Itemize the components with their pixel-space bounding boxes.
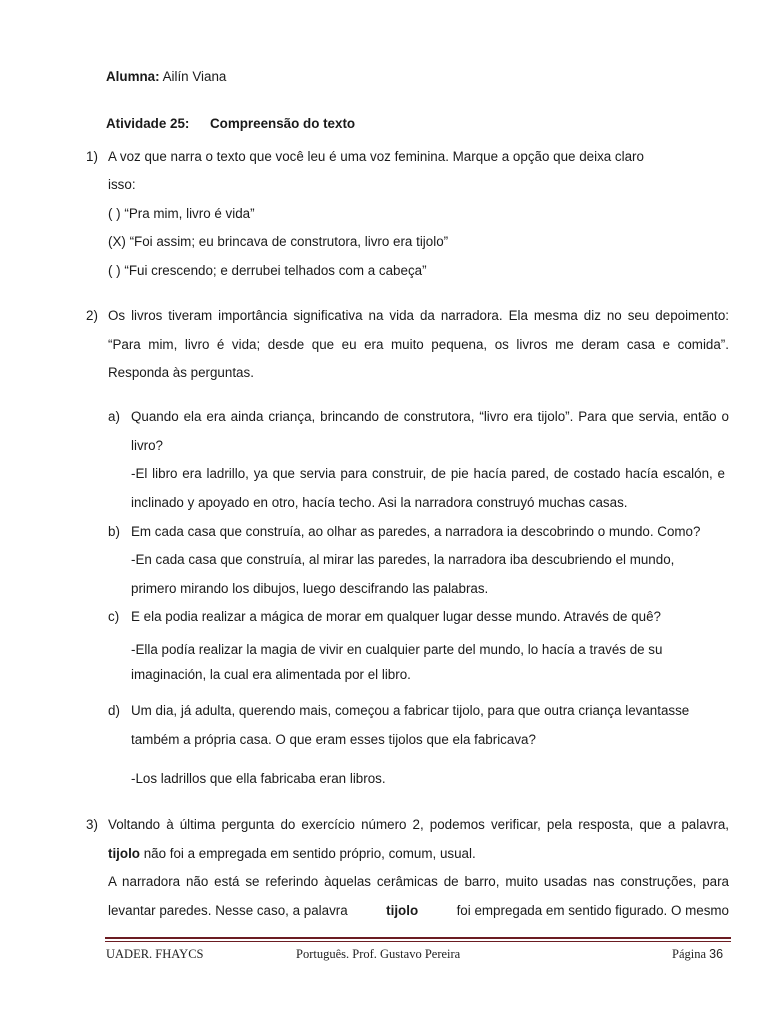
q3-keyword: tijolo — [108, 846, 140, 861]
q3-line2-rest: não foi a empregada em sentido próprio, comum, usual. — [139, 846, 476, 861]
q2b-letter: b) — [108, 524, 120, 539]
footer-page-number: 36 — [709, 947, 724, 961]
q2d-answer: -Los ladrillos que ella fabricaba eran libros. — [131, 771, 386, 786]
footer-institution: UADER. FHAYCS — [106, 947, 204, 961]
q2c-question: E ela podia realizar a mágica de morar em qualquer lugar desse mundo. Através de quê? — [131, 609, 661, 624]
footer-page — [672, 946, 723, 962]
q2d-letter: d) — [108, 703, 120, 718]
q2-text-line2: “Para mim, livro é vida; desde que eu era muito pequena, os livros me deram casa e comida”. — [108, 337, 729, 352]
q2c-answer-line2: imaginación, la cual era alimentada por el libro. — [131, 667, 411, 682]
footer-page-label: Página — [672, 947, 707, 961]
q2-number: 2) — [86, 308, 98, 323]
q1-number: 1) — [86, 149, 98, 164]
q2d-question-line2: também a própria casa. O que eram esses tijolos que ela fabricava? — [131, 732, 536, 747]
activity-title: Compreensão do texto — [210, 116, 356, 131]
q3-line4-pre: levantar paredes. Nesse caso, a palavra — [108, 903, 352, 918]
q1-option-1: ( ) “Pra mim, livro é vida” — [108, 206, 255, 221]
q1-option-2: (X) “Foi assim; eu brincava de construtora, livro era tijolo” — [108, 234, 449, 249]
footer-course: Português. Prof. Gustavo Pereira — [296, 947, 461, 961]
q2c-answer-line1: -Ella podía realizar la magia de vivir en cualquier parte del mundo, lo hacía a través de su — [131, 642, 663, 657]
q2b-answer-line2: primero mirando los dibujos, luego descifrando las palabras. — [131, 581, 489, 596]
q2-text-line3: Responda às perguntas. — [108, 365, 254, 380]
q2b-answer-line1: -En cada casa que construía, al mirar las paredes, la narradora iba descubriendo el mundo, — [131, 552, 675, 567]
q1-option-3: ( ) “Fui crescendo; e derrubei telhados com a cabeça” — [108, 263, 427, 278]
q1-text-line2: isso: — [108, 177, 136, 192]
activity-label: Atividade 25: — [106, 116, 190, 131]
footer-rule-bottom — [105, 941, 731, 942]
q2a-question-line1: Quando ela era ainda criança, brincando de construtora, “livro era tijolo”. Para que servia, então o — [131, 409, 729, 424]
q3-text-line1: Voltando à última pergunta do exercício número 2, podemos verificar, pela resposta, que a palavra, — [108, 817, 729, 832]
q1-text-line1: A voz que narra o texto que você leu é uma voz feminina. Marque a opção que deixa claro — [108, 149, 644, 164]
q2a-question-line2: livro? — [131, 438, 163, 453]
student-line — [106, 69, 226, 85]
q2a-answer-line2: inclinado y apoyado en otro, hacía techo. Asi la narradora construyó muchas casas. — [131, 495, 628, 510]
footer-rule-top — [105, 937, 731, 939]
q3-number: 3) — [86, 817, 98, 832]
q2d-question-line1: Um dia, já adulta, querendo mais, começou a fabricar tijolo, para que outra criança levantasse — [131, 703, 690, 718]
q2b-question: Em cada casa que construía, ao olhar as paredes, a narradora ia descobrindo o mundo. Como? — [131, 524, 701, 539]
q3-text-line4 — [108, 903, 729, 919]
q3-text-line3: A narradora não está se referindo àquelas cerâmicas de barro, muito usadas nas construções, para — [108, 874, 729, 889]
student-label: Alumna: — [106, 69, 160, 84]
q2c-letter: c) — [108, 609, 120, 624]
q2-text-line1: Os livros tiveram importância significativa na vida da narradora. Ela mesma diz no seu depoimento: — [108, 308, 729, 323]
student-name: Ailín Viana — [162, 69, 227, 84]
q3-line4-post: foi empregada em sentido figurado. O mesmo — [452, 903, 729, 918]
q2a-letter: a) — [108, 409, 120, 424]
q2a-answer-line1: -El libro era ladrillo, ya que servia para construir, de pie hacía pared, de costado hacía escalón, e — [131, 466, 725, 481]
q3-line4-keyword: tijolo — [386, 903, 419, 918]
q3-text-line2 — [108, 846, 476, 862]
